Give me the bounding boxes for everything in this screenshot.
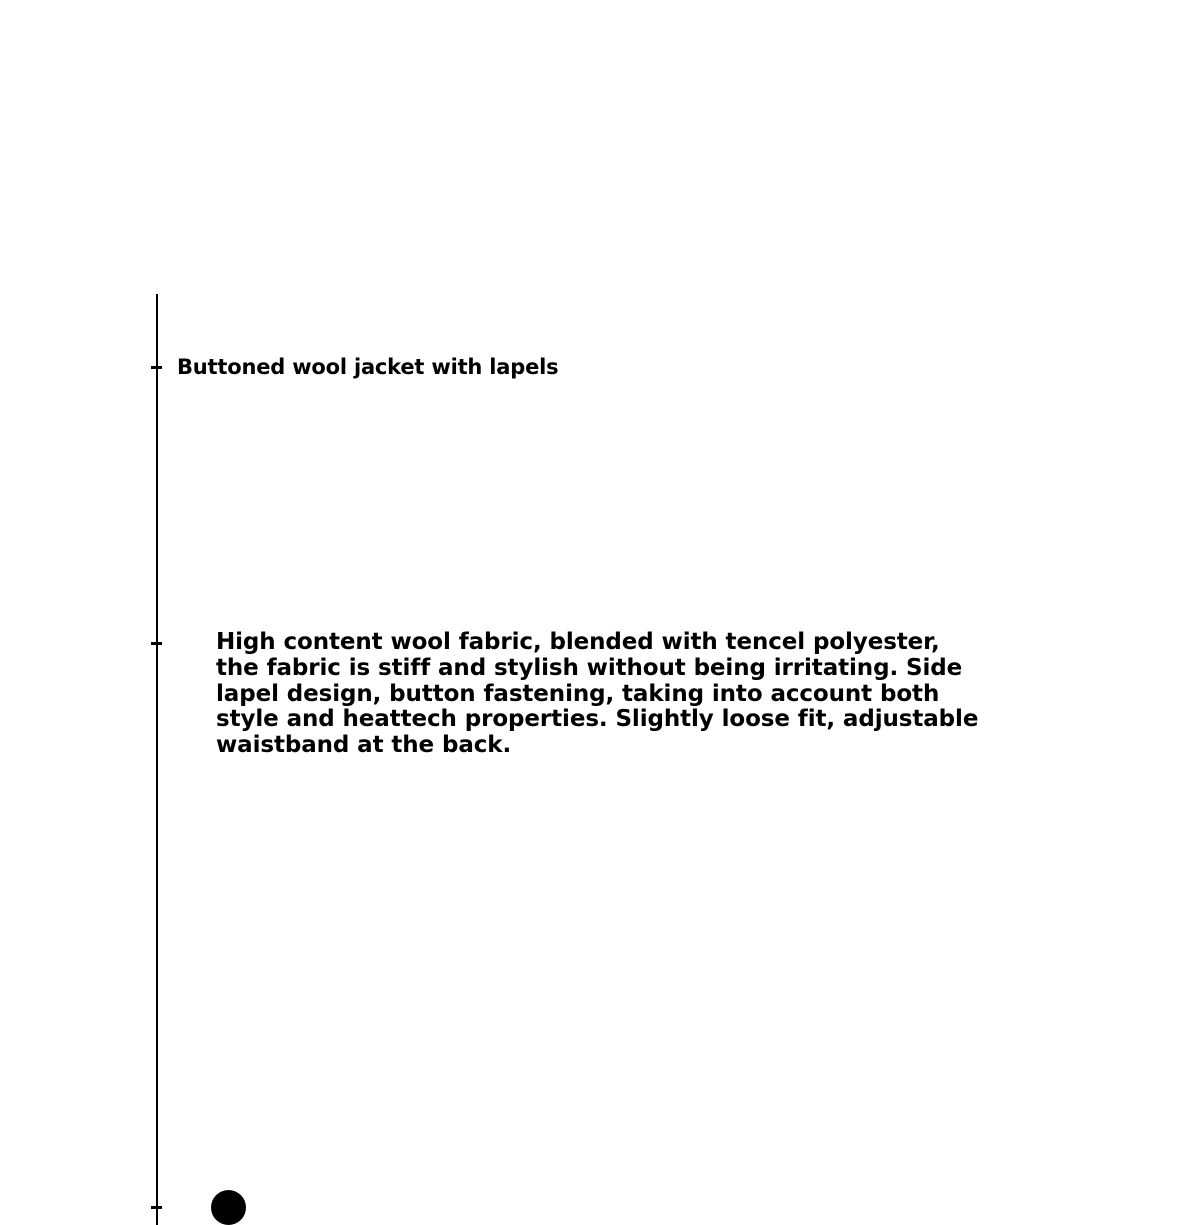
timeline-dot-marker: [211, 1190, 246, 1225]
timeline-tick-title: [151, 366, 162, 369]
timeline-tick-description: [151, 642, 162, 645]
timeline-line: [156, 294, 158, 1225]
product-description: High content wool fabric, blended with tencel polyester, the fabric is stiff and stylish without being irritating. Side lapel design, button fastening, taking into account both style and heattech properties. Slightly loose fit, adjustable waistband at the back.: [216, 629, 979, 759]
product-title: Buttoned wool jacket with lapels: [177, 355, 559, 379]
timeline-tick-bottom: [151, 1206, 162, 1209]
